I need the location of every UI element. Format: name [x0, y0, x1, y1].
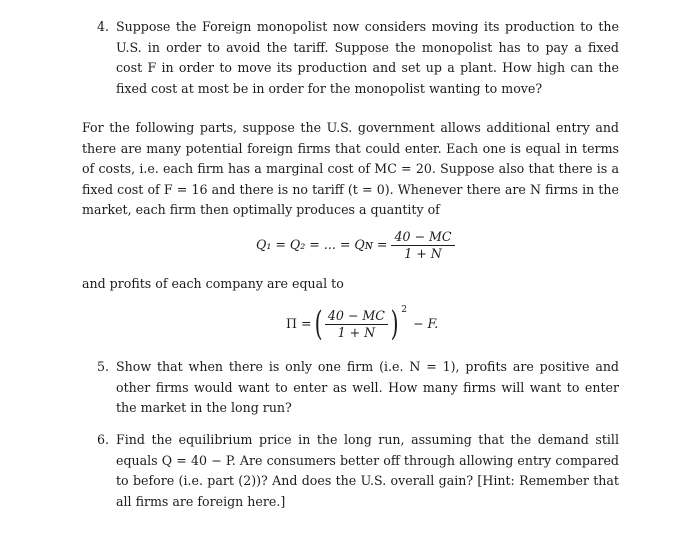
intro-paragraph: For the following parts, suppose the U.S. government allows additional entry and there are many potential foreign firms that could enter. Each one is equal in terms of costs, i.e. each firm has a marginal cost of MC = 20. Suppose also that there is a fixed cost of F = 16 and there is no tariff (t = 0). Whenever there are N firms in the market, each firm then optimally produces a quantity of — [82, 120, 619, 217]
equation-lhs: Q₁ = Q₂ = ... = Qɴ = — [256, 237, 388, 253]
fraction-numerator: 40 − MC — [325, 308, 388, 325]
profits-text: and profits of each company are equal to — [82, 276, 344, 291]
question-text: Find the equilibrium price in the long run, assuming that the demand still equals Q = 40 − P. Are consumers better off through allowing entry compared to before (i.e. part (2))? And does the U.S. overall gain? [Hint: Remember that all firms are foreign here.] — [116, 432, 619, 509]
fraction-denominator: 1 + N — [404, 246, 442, 261]
equation-tail: − F. — [412, 315, 439, 331]
question-number: 5. — [97, 359, 110, 374]
question-number: 4. — [97, 19, 110, 34]
question-4 — [97, 17, 619, 99]
equation-fraction — [391, 229, 454, 262]
profit-equation — [286, 304, 439, 344]
exponent: 2 — [401, 304, 407, 315]
question-5 — [97, 357, 619, 419]
question-text: Show that when there is only one firm (i.e. N = 1), profits are positive and other firms would want to enter as well. How many firms will want to enter the market in the long run? — [116, 359, 619, 415]
equation-lhs: Π = — [286, 315, 312, 331]
right-paren: ) — [390, 304, 399, 344]
question-text: Suppose the Foreign monopolist now considers moving its production to the U.S. in order to avoid the tariff. Suppose the monopolist has to pay a fixed cost F in order to move its production and set up a plant. How high can the fixed cost at most be in order for the monopolist wanting to move? — [116, 19, 619, 96]
left-paren: ( — [314, 304, 323, 344]
question-number: 6. — [97, 432, 110, 447]
quantity-equation — [256, 229, 459, 262]
equation-fraction — [325, 308, 388, 341]
fraction-numerator: 40 − MC — [391, 229, 454, 246]
question-6 — [97, 430, 619, 512]
fraction-denominator: 1 + N — [337, 324, 376, 340]
